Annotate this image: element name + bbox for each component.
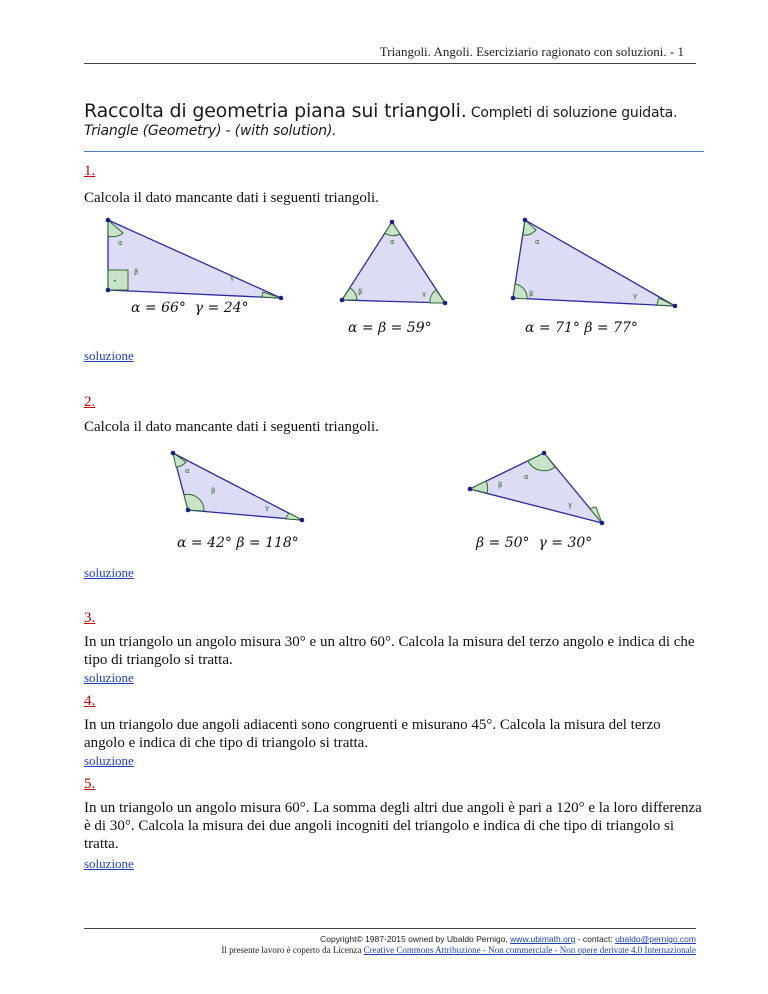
exercise-1-triangle-3: [505, 212, 685, 308]
label-gamma: γ: [422, 290, 427, 298]
exercise-1-solution-link[interactable]: soluzione: [84, 348, 134, 363]
right-angle-dot: •: [113, 278, 117, 285]
exercise-4-solution-link[interactable]: soluzione: [84, 753, 134, 768]
exercise-1-triangle-1: [96, 212, 296, 302]
exercise-5-solution-link[interactable]: soluzione: [84, 856, 134, 871]
vertex: [106, 218, 111, 223]
vertex: [171, 451, 176, 456]
label-beta: β: [358, 288, 363, 296]
footer-license: [221, 945, 696, 955]
exercise-1-caption-2: α = β = 59°: [348, 320, 432, 336]
triangle-shape: [108, 220, 281, 298]
angle-gamma-arc: [286, 513, 302, 520]
exercise-2-solution-link[interactable]: soluzione: [84, 565, 134, 580]
vertex: [523, 218, 528, 223]
label-beta: β: [498, 481, 503, 489]
exercise-3-number: 3.: [84, 610, 96, 626]
vertex: [300, 518, 305, 523]
vertex: [390, 220, 395, 225]
exercise-4-text: In un triangolo due angoli adiacenti sono congruenti e misurano 45°. Calcola la misura del terzo angolo e indica di che tipo di triangolo si tratta.: [84, 717, 661, 751]
label-gamma: γ: [568, 501, 573, 509]
vertex: [511, 296, 516, 301]
footer-copyright: [320, 934, 696, 944]
title-main: Raccolta di geometria piana sui triangoli.: [84, 100, 467, 122]
label-beta: β: [211, 487, 216, 495]
vertex: [340, 298, 345, 303]
header-rule: [84, 63, 696, 64]
vertex: [600, 521, 605, 526]
footer-rule: [84, 928, 696, 929]
vertex: [106, 288, 111, 293]
vertex: [468, 487, 473, 492]
vertex: [279, 296, 284, 301]
exercise-2-text: Calcola il dato mancante dati i seguenti triangoli.: [84, 419, 379, 435]
label-alpha: α: [535, 238, 540, 246]
label-beta: β: [529, 290, 534, 298]
angle-gamma-arc: [657, 298, 675, 306]
footer-email-link[interactable]: ubaldo@pernigo.com: [615, 934, 696, 944]
label-alpha: α: [524, 473, 529, 481]
exercise-3-solution-link[interactable]: soluzione: [84, 670, 134, 685]
label-gamma: γ: [633, 292, 638, 300]
exercise-3-text: In un triangolo un angolo misura 30° e un altro 60°. Calcola la misura del terzo angolo e indica di che tipo di triangolo si tratta.: [84, 634, 695, 668]
right-angle-marker: [108, 270, 128, 290]
label-gamma: γ: [265, 504, 270, 512]
exercise-5-number: 5.: [84, 776, 96, 792]
exercise-2-caption-2: β = 50° γ = 30°: [476, 535, 593, 551]
exercise-2-caption-1: α = 42° β = 118°: [177, 535, 299, 551]
exercise-5-text: In un triangolo un angolo misura 60°. La somma degli altri due angoli è pari a 120° e la loro differenza è di 30°. Calcola la misura dei due angoli incogniti del triangolo e indica di che tipo di triangolo si tratta.: [84, 800, 702, 852]
exercise-1-text: Calcola il dato mancante dati i seguenti triangoli.: [84, 190, 379, 206]
triangle-shape: [513, 220, 675, 306]
exercise-1-triangle-2: [330, 212, 455, 308]
page-header: Triangoli. Angoli. Eserciziario ragionato con soluzioni. - 1: [379, 44, 684, 59]
label-alpha: α: [185, 467, 190, 475]
label-beta: β: [134, 268, 139, 276]
exercise-1-caption-3: α = 71° β = 77°: [525, 320, 638, 336]
exercise-2-triangle-1: [165, 447, 310, 527]
title-sub: Completi di soluzione guidata.: [466, 105, 678, 121]
footer-site-link[interactable]: www.ubimath.org: [510, 934, 576, 944]
label-alpha: α: [118, 239, 123, 247]
label-alpha: α: [390, 238, 395, 246]
footer-contact-label: - contact:: [575, 934, 616, 944]
footer-license-text: Il presente lavoro è coperto da Licenza: [221, 945, 364, 955]
vertex: [186, 508, 191, 513]
vertex: [542, 451, 547, 456]
label-gamma: γ: [230, 274, 235, 282]
footer-copyright-text: Copyright© 1987-2015 owned by Ubaldo Pernigo,: [320, 934, 511, 944]
angle-gamma-arc: [262, 292, 281, 298]
document-title: [84, 100, 704, 122]
exercise-1-number: 1.: [84, 163, 96, 179]
exercise-2-number: 2.: [84, 394, 96, 410]
document-subtitle: Triangle (Geometry) - (with solution).: [84, 123, 337, 139]
footer-license-link[interactable]: Creative Commons Attribuzione - Non commerciale - Non opere derivate 4.0 Internazionale: [363, 945, 696, 955]
exercise-4-number: 4.: [84, 693, 96, 709]
exercise-2-triangle-2: [462, 447, 612, 529]
exercise-1-caption-1: α = 66° γ = 24°: [131, 300, 249, 316]
title-rule: [84, 151, 704, 152]
vertex: [443, 301, 448, 306]
